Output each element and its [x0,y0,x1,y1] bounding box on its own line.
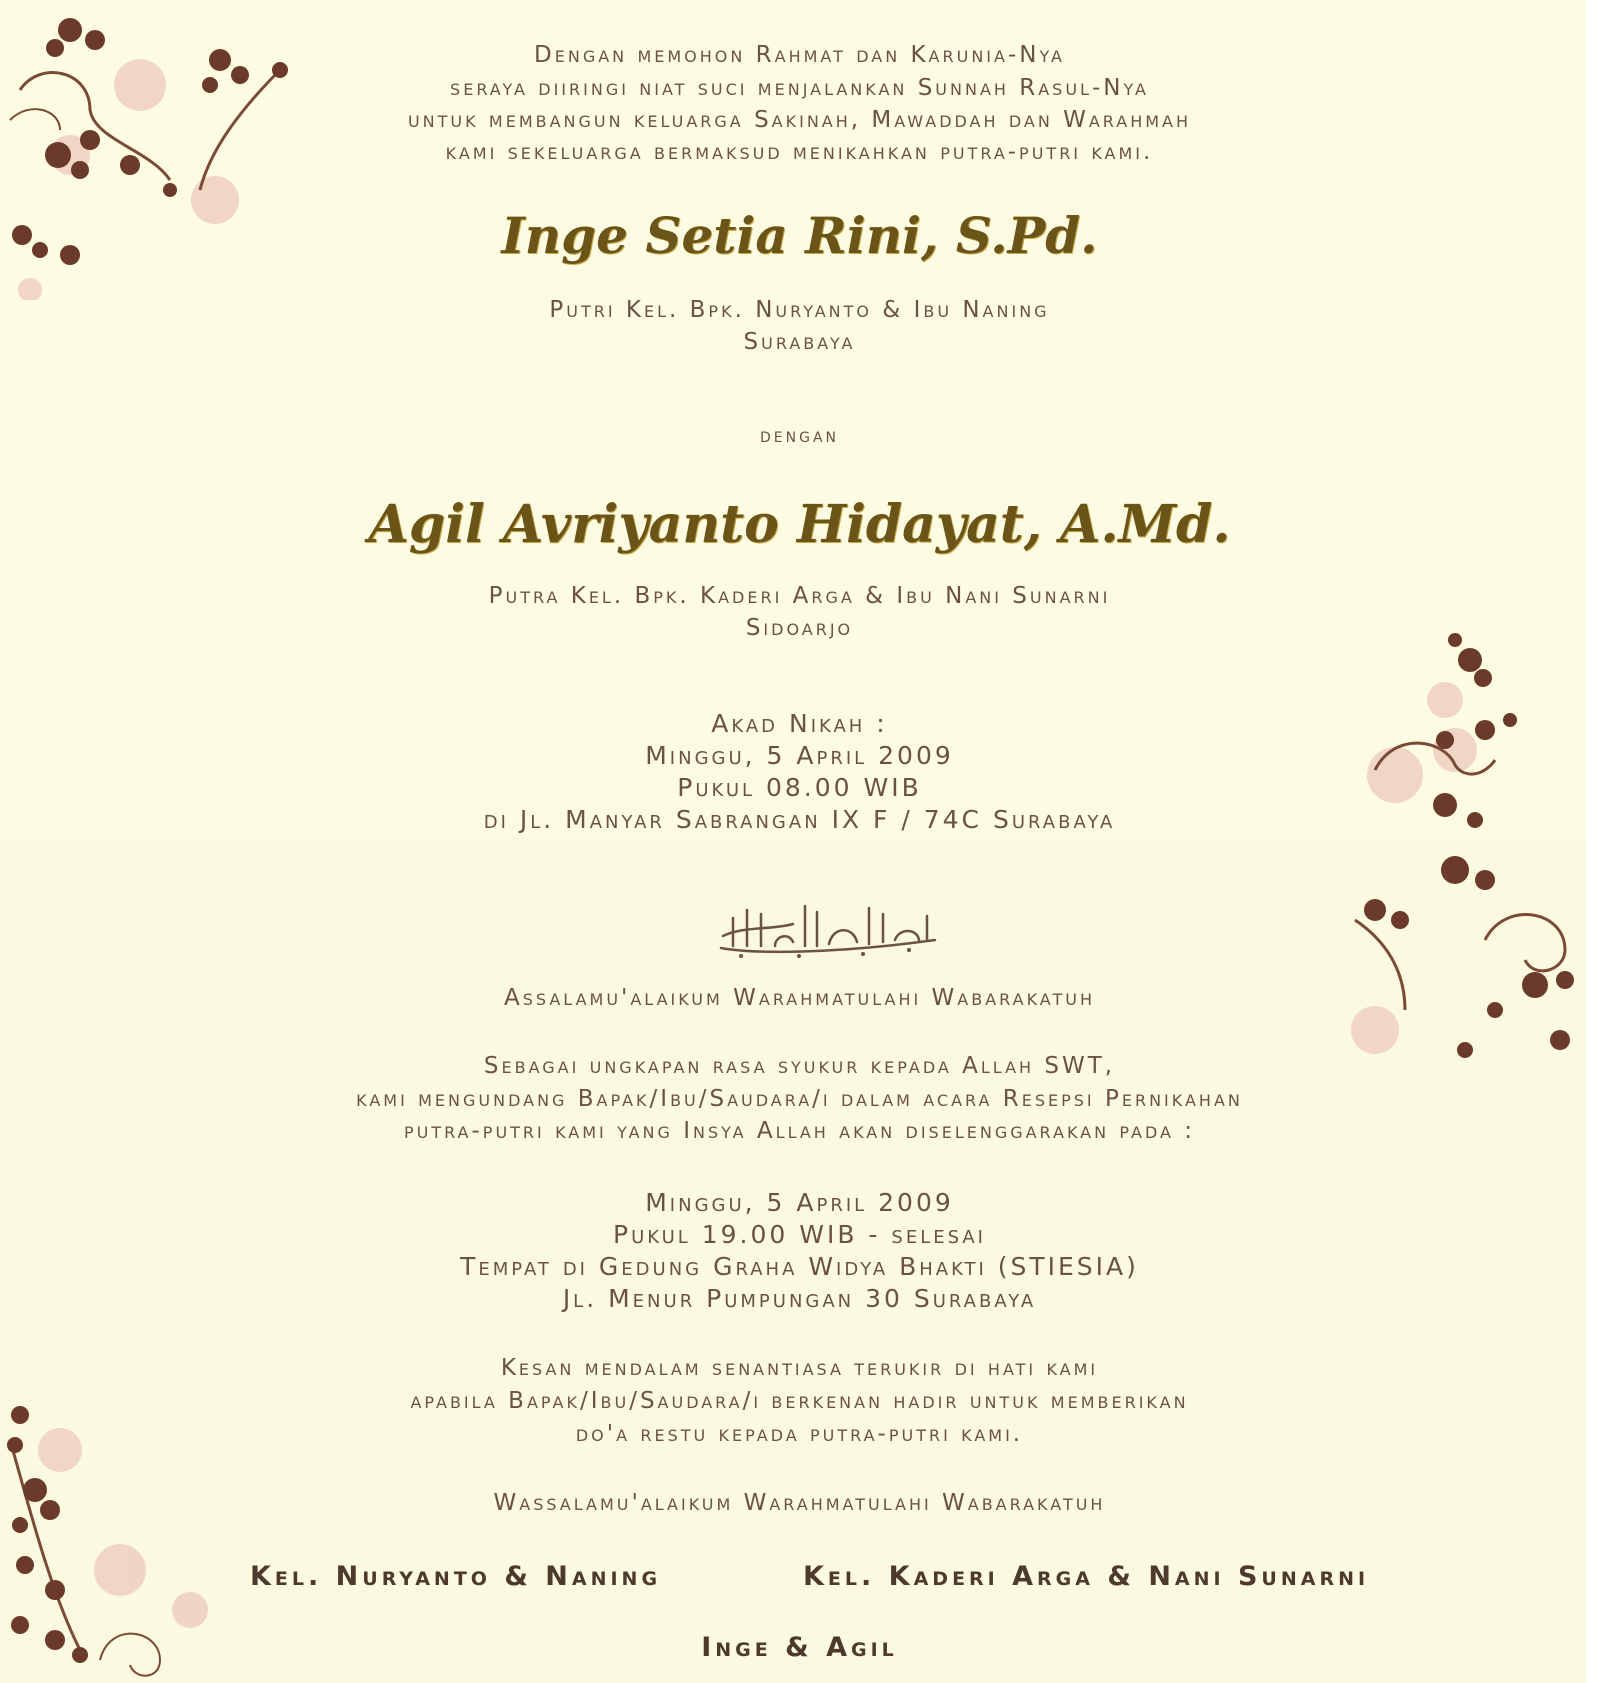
closing-line: do'a restu kepada putra-putri kami. [575,1421,1024,1447]
connector-text: dengan [760,423,839,447]
invitation-line: putra-putri kami yang Insya Allah akan diselenggarakan pada : [403,1118,1196,1144]
greeting-text: Assalamu'alaikum Warahmatulahi Wabarakatuh [504,985,1095,1011]
resepsi-date: Minggu, 5 April 2009 [645,1188,954,1217]
invitation-line: kami mengundang Bapak/Ibu/Saudara/i dalam acara Resepsi Pernikahan [356,1086,1243,1112]
groom-family-signature: Kel. Kaderi Arga & Nani Sunarni [803,1561,1370,1592]
akad-date: Minggu, 5 April 2009 [645,741,954,770]
intro-line: seraya diiringi niat suci menjalankan Sunnah Rasul-Nya [450,75,1149,101]
akad-time: Pukul 08.00 WIB [677,773,922,802]
groom-city: Sidoarjo [745,615,854,641]
intro-line: Dengan memohon Rahmat dan Karunia-Nya [534,42,1065,68]
bride-family-signature: Kel. Nuryanto & Naning [250,1561,662,1592]
couple-names: Inge & Agil [701,1632,898,1663]
akad-title: Akad Nikah : [711,709,888,738]
intro-line: untuk membangun keluarga Sakinah, Mawaddah dan Warahmah [407,107,1192,133]
farewell-text: Wassalamu'alaikum Warahmatulahi Wabarakatuh [493,1490,1106,1516]
bismillah-calligraphy-icon [713,896,943,960]
intro-line: kami sekeluarga bermaksud menikahkan putra-putri kami. [445,139,1154,165]
bride-name: Inge Setia Rini, S.Pd. [501,206,1098,265]
invitation-line: Sebagai ungkapan rasa syukur kepada Allah SWT, [483,1053,1116,1079]
groom-parents: Putra Kel. Bpk. Kaderi Arga & Ibu Nani Sunarni [488,583,1111,609]
bride-city: Surabaya [743,329,856,355]
akad-place: di Jl. Manyar Sabrangan IX F / 74C Surabaya [483,805,1116,834]
closing-line: apabila Bapak/Ibu/Saudara/i berkenan hadir untuk memberikan [410,1388,1189,1414]
resepsi-venue: Tempat di Gedung Graha Widya Bhakti (STIESIA) [460,1252,1139,1281]
groom-name: Agil Avriyanto Hidayat, A.Md. [368,494,1231,555]
resepsi-address: Jl. Menur Pumpungan 30 Surabaya [562,1284,1037,1313]
closing-line: Kesan mendalam senantiasa terukir di hati kami [500,1355,1099,1381]
resepsi-time: Pukul 19.00 WIB - selesai [613,1220,986,1249]
bride-parents: Putri Kel. Bpk. Nuryanto & Ibu Naning [549,297,1050,323]
